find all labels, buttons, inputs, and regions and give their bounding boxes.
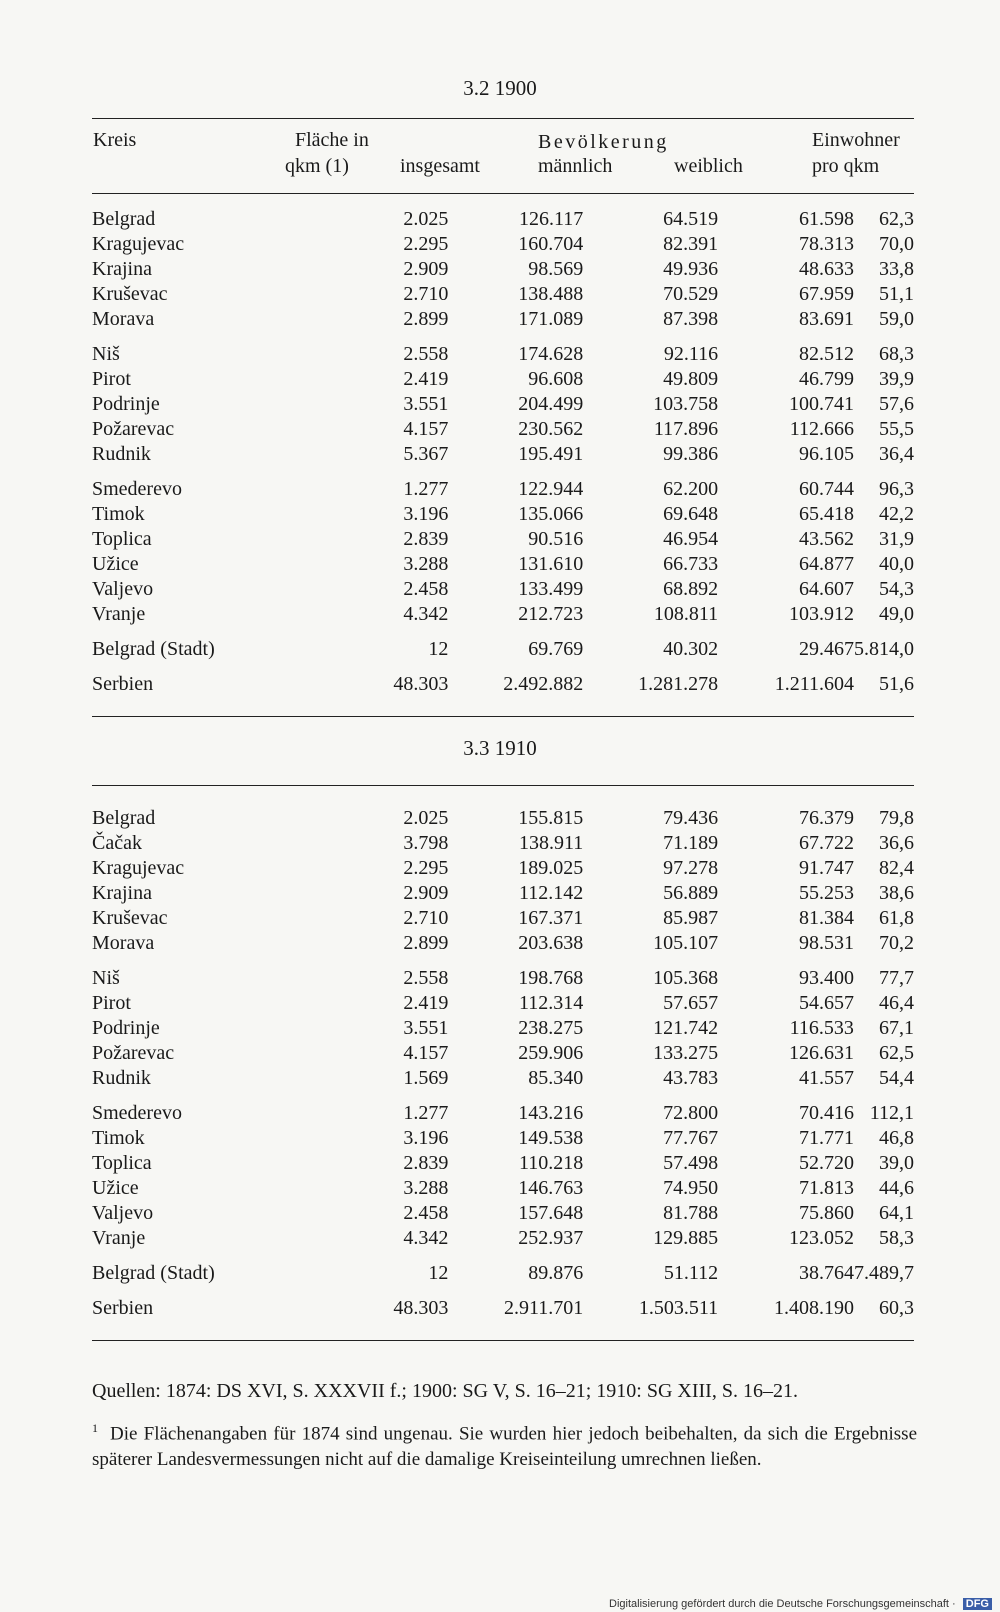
cell-einwohner-pro-qkm: 62,5 (879, 1042, 914, 1064)
cell-insgesamt: 122.944 (518, 478, 584, 500)
cell-insgesamt: 2.492.882 (503, 673, 584, 695)
table-row (92, 1041, 914, 1066)
cell-weiblich: 64.877 (798, 553, 854, 575)
cell-kreis: Morava (92, 308, 155, 330)
cell-flaeche: 1.569 (403, 1067, 449, 1089)
cell-flaeche: 2.899 (403, 932, 449, 954)
table-row (92, 931, 914, 956)
cell-kreis: Timok (92, 1127, 145, 1149)
cell-kreis: Belgrad (Stadt) (92, 1262, 215, 1284)
cell-maennlich: 99.386 (663, 443, 719, 465)
cell-maennlich: 57.498 (663, 1152, 719, 1174)
cell-maennlich: 69.648 (663, 503, 719, 525)
cell-einwohner-pro-qkm: 39,0 (879, 1152, 914, 1174)
cell-kreis: Užice (92, 1177, 139, 1199)
cell-einwohner-pro-qkm: 7.489,7 (854, 1262, 914, 1284)
cell-insgesamt: 149.538 (518, 1127, 584, 1149)
cell-weiblich: 78.313 (798, 233, 854, 255)
cell-flaeche: 48.303 (393, 673, 449, 695)
cell-insgesamt: 126.117 (518, 208, 584, 230)
table-row (92, 1251, 914, 1286)
table-row (92, 856, 914, 881)
cell-einwohner-pro-qkm: 5.814,0 (854, 638, 914, 660)
cell-weiblich: 96.105 (798, 443, 854, 465)
table-row (92, 956, 914, 991)
cell-weiblich: 103.912 (788, 603, 854, 625)
cell-einwohner-pro-qkm: 46,8 (879, 1127, 914, 1149)
cell-weiblich: 1.408.190 (773, 1297, 854, 1319)
cell-kreis: Vranje (92, 1227, 146, 1249)
table-row (92, 232, 914, 257)
cell-flaeche: 2.025 (403, 807, 449, 829)
header-insgesamt: insgesamt (400, 155, 480, 177)
cell-weiblich: 93.400 (798, 967, 854, 989)
data-table-1910 (92, 806, 914, 1321)
cell-maennlich: 108.811 (653, 603, 719, 625)
table-row (92, 1016, 914, 1041)
cell-insgesamt: 198.768 (518, 967, 584, 989)
header-flaeche-unit: qkm (1) (285, 155, 349, 177)
cell-maennlich: 117.896 (653, 418, 719, 440)
cell-kreis: Pirot (92, 992, 131, 1014)
cell-kreis: Smederevo (92, 1102, 182, 1124)
cell-flaeche: 2.710 (403, 907, 449, 929)
cell-insgesamt: 146.763 (518, 1177, 584, 1199)
cell-maennlich: 57.657 (663, 992, 719, 1014)
table-row (92, 1176, 914, 1201)
cell-maennlich: 82.391 (663, 233, 719, 255)
cell-maennlich: 56.889 (663, 882, 719, 904)
cell-weiblich: 123.052 (788, 1227, 854, 1249)
cell-einwohner-pro-qkm: 36,6 (879, 832, 914, 854)
cell-insgesamt: 259.906 (518, 1042, 584, 1064)
cell-einwohner-pro-qkm: 68,3 (879, 343, 914, 365)
cell-weiblich: 98.531 (798, 932, 854, 954)
cell-kreis: Valjevo (92, 578, 154, 600)
cell-flaeche: 2.909 (403, 882, 449, 904)
cell-insgesamt: 252.937 (518, 1227, 584, 1249)
cell-maennlich: 105.107 (653, 932, 719, 954)
table-row (92, 602, 914, 627)
header-bevoelkerung: Bevölkerung (538, 131, 669, 153)
cell-maennlich: 49.809 (663, 368, 719, 390)
cell-einwohner-pro-qkm: 36,4 (879, 443, 914, 465)
cell-kreis: Morava (92, 932, 155, 954)
cell-maennlich: 46.954 (663, 528, 719, 550)
table-row (92, 1226, 914, 1251)
cell-flaeche: 3.196 (403, 1127, 449, 1149)
table-row (92, 367, 914, 392)
cell-einwohner-pro-qkm: 67,1 (879, 1017, 914, 1039)
sources-note: Quellen: 1874: DS XVI, S. XXXVII f.; 1900: SG V, S. 16–21; 1910: SG XIII, S. 16–21. (92, 1380, 798, 1402)
cell-insgesamt: 138.911 (518, 832, 584, 854)
table-row (92, 392, 914, 417)
cell-einwohner-pro-qkm: 42,2 (879, 503, 914, 525)
cell-einwohner-pro-qkm: 55,5 (879, 418, 914, 440)
cell-insgesamt: 230.562 (518, 418, 584, 440)
cell-maennlich: 66.733 (663, 553, 719, 575)
cell-kreis: Kragujevac (92, 233, 185, 255)
bottom-rule-1900 (92, 716, 914, 717)
table-body-1900 (92, 207, 914, 697)
cell-kreis: Belgrad (92, 807, 156, 829)
cell-weiblich: 29.467 (798, 638, 854, 660)
cell-weiblich: 76.379 (798, 807, 854, 829)
cell-kreis: Podrinje (92, 393, 160, 415)
cell-flaeche: 2.419 (403, 368, 449, 390)
table-row (92, 881, 914, 906)
cell-insgesamt: 204.499 (518, 393, 584, 415)
cell-flaeche: 2.839 (403, 1152, 449, 1174)
cell-weiblich: 100.741 (788, 393, 854, 415)
cell-flaeche: 48.303 (393, 1297, 449, 1319)
cell-einwohner-pro-qkm: 70,0 (879, 233, 914, 255)
cell-weiblich: 75.860 (798, 1202, 854, 1224)
cell-kreis: Rudnik (92, 443, 151, 465)
data-table-1900 (92, 207, 914, 697)
cell-weiblich: 54.657 (798, 992, 854, 1014)
cell-einwohner-pro-qkm: 112,1 (869, 1102, 914, 1124)
cell-maennlich: 71.189 (663, 832, 719, 854)
cell-flaeche: 2.899 (403, 308, 449, 330)
cell-flaeche: 3.551 (403, 1017, 449, 1039)
cell-flaeche: 4.342 (403, 603, 449, 625)
cell-kreis: Rudnik (92, 1067, 151, 1089)
cell-einwohner-pro-qkm: 38,6 (879, 882, 914, 904)
cell-maennlich: 51.112 (663, 1262, 719, 1284)
cell-flaeche: 2.025 (403, 208, 449, 230)
cell-insgesamt: 238.275 (518, 1017, 584, 1039)
section-title-1910: 3.3 1910 (463, 736, 537, 760)
cell-maennlich: 62.200 (663, 478, 719, 500)
cell-maennlich: 81.788 (663, 1202, 719, 1224)
cell-weiblich: 67.959 (798, 283, 854, 305)
cell-insgesamt: 203.638 (518, 932, 584, 954)
cell-insgesamt: 167.371 (518, 907, 584, 929)
digitization-credit: Digitalisierung gefördert durch die Deutsche Forschungsgemeinschaft · DFG (609, 1598, 992, 1610)
cell-insgesamt: 195.491 (518, 443, 584, 465)
bottom-rule-1910 (92, 1340, 914, 1341)
cell-flaeche: 2.458 (403, 578, 449, 600)
table-row (92, 307, 914, 332)
cell-maennlich: 72.800 (663, 1102, 719, 1124)
cell-kreis: Smederevo (92, 478, 182, 500)
table-row (92, 577, 914, 602)
cell-insgesamt: 131.610 (518, 553, 584, 575)
cell-flaeche: 4.157 (403, 1042, 449, 1064)
cell-flaeche: 3.288 (403, 553, 449, 575)
cell-kreis: Belgrad (Stadt) (92, 638, 215, 660)
table-row (92, 1066, 914, 1091)
table-row (92, 467, 914, 502)
cell-einwohner-pro-qkm: 39,9 (879, 368, 914, 390)
cell-kreis: Serbien (92, 1297, 154, 1319)
cell-flaeche: 2.295 (403, 857, 449, 879)
cell-maennlich: 133.275 (653, 1042, 719, 1064)
cell-weiblich: 83.691 (798, 308, 854, 330)
cell-flaeche: 4.157 (403, 418, 449, 440)
footnote-marker: 1 (92, 1421, 98, 1435)
cell-kreis: Serbien (92, 673, 154, 695)
cell-weiblich: 41.557 (798, 1067, 854, 1089)
cell-weiblich: 67.722 (798, 832, 854, 854)
cell-insgesamt: 96.608 (528, 368, 584, 390)
cell-maennlich: 74.950 (663, 1177, 719, 1199)
cell-maennlich: 79.436 (663, 807, 719, 829)
table-row (92, 991, 914, 1016)
cell-flaeche: 12 (428, 1262, 449, 1284)
dfg-logo: DFG (963, 1598, 992, 1610)
cell-flaeche: 12 (428, 638, 449, 660)
table-row (92, 1201, 914, 1226)
table-row (92, 527, 914, 552)
table-row (92, 552, 914, 577)
footnote (92, 1415, 917, 1473)
cell-einwohner-pro-qkm: 82,4 (879, 857, 914, 879)
table-row (92, 442, 914, 467)
header-rule-1900 (92, 193, 914, 194)
cell-einwohner-pro-qkm: 31,9 (879, 528, 914, 550)
header-einwohner: Einwohner (812, 129, 900, 151)
cell-kreis: Podrinje (92, 1017, 160, 1039)
table-row (92, 332, 914, 367)
cell-flaeche: 3.798 (403, 832, 449, 854)
cell-einwohner-pro-qkm: 64,1 (879, 1202, 914, 1224)
cell-maennlich: 129.885 (653, 1227, 719, 1249)
cell-kreis: Toplica (92, 528, 152, 550)
cell-flaeche: 2.558 (403, 343, 449, 365)
header-flaeche: Fläche in (295, 129, 369, 151)
cell-weiblich: 1.211.604 (774, 673, 854, 695)
cell-insgesamt: 212.723 (518, 603, 584, 625)
top-rule-1900 (92, 118, 914, 119)
cell-flaeche: 2.909 (403, 258, 449, 280)
cell-weiblich: 61.598 (798, 208, 854, 230)
cell-kreis: Čačak (92, 832, 142, 854)
table-row (92, 662, 914, 697)
cell-maennlich: 92.116 (663, 343, 719, 365)
cell-maennlich: 97.278 (663, 857, 719, 879)
cell-insgesamt: 174.628 (518, 343, 584, 365)
cell-maennlich: 64.519 (663, 208, 719, 230)
cell-insgesamt: 138.488 (518, 283, 584, 305)
cell-kreis: Kragujevac (92, 857, 185, 879)
cell-einwohner-pro-qkm: 60,3 (879, 1297, 914, 1319)
cell-maennlich: 103.758 (653, 393, 719, 415)
cell-flaeche: 2.295 (403, 233, 449, 255)
cell-flaeche: 5.367 (403, 443, 449, 465)
cell-einwohner-pro-qkm: 77,7 (879, 967, 914, 989)
cell-weiblich: 65.418 (798, 503, 854, 525)
cell-flaeche: 3.196 (403, 503, 449, 525)
cell-insgesamt: 85.340 (528, 1067, 584, 1089)
cell-kreis: Krajina (92, 258, 152, 280)
table-row (92, 906, 914, 931)
cell-kreis: Požarevac (92, 418, 175, 440)
cell-kreis: Niš (92, 967, 120, 989)
cell-einwohner-pro-qkm: 61,8 (879, 907, 914, 929)
cell-flaeche: 1.277 (403, 478, 449, 500)
cell-flaeche: 2.710 (403, 283, 449, 305)
top-rule-1910 (92, 785, 914, 786)
table-row (92, 1151, 914, 1176)
table-body-1910 (92, 806, 914, 1321)
cell-insgesamt: 133.499 (518, 578, 584, 600)
cell-maennlich: 1.281.278 (638, 673, 719, 695)
cell-weiblich: 82.512 (798, 343, 854, 365)
cell-maennlich: 77.767 (663, 1127, 719, 1149)
table-row (92, 207, 914, 232)
cell-einwohner-pro-qkm: 58,3 (879, 1227, 914, 1249)
cell-maennlich: 43.783 (663, 1067, 719, 1089)
cell-insgesamt: 171.089 (518, 308, 584, 330)
cell-einwohner-pro-qkm: 54,3 (879, 578, 914, 600)
cell-einwohner-pro-qkm: 46,4 (879, 992, 914, 1014)
cell-einwohner-pro-qkm: 40,0 (879, 553, 914, 575)
cell-insgesamt: 89.876 (528, 1262, 584, 1284)
cell-insgesamt: 90.516 (528, 528, 584, 550)
cell-weiblich: 46.799 (798, 368, 854, 390)
cell-kreis: Kruševac (92, 283, 168, 305)
cell-einwohner-pro-qkm: 51,6 (879, 673, 914, 695)
cell-insgesamt: 112.314 (518, 992, 584, 1014)
table-row (92, 502, 914, 527)
cell-einwohner-pro-qkm: 62,3 (879, 208, 914, 230)
cell-maennlich: 1.503.511 (638, 1297, 719, 1319)
cell-weiblich: 91.747 (798, 857, 854, 879)
cell-weiblich: 126.631 (788, 1042, 854, 1064)
cell-kreis: Belgrad (92, 208, 156, 230)
header-weiblich: weiblich (674, 155, 743, 177)
cell-weiblich: 52.720 (798, 1152, 854, 1174)
cell-kreis: Kruševac (92, 907, 168, 929)
cell-insgesamt: 143.216 (518, 1102, 584, 1124)
cell-weiblich: 71.771 (798, 1127, 854, 1149)
cell-einwohner-pro-qkm: 49,0 (879, 603, 914, 625)
cell-weiblich: 71.813 (798, 1177, 854, 1199)
header-kreis: Kreis (93, 129, 137, 151)
cell-kreis: Valjevo (92, 1202, 154, 1224)
cell-einwohner-pro-qkm: 70,2 (879, 932, 914, 954)
table-row (92, 806, 914, 831)
table-row (92, 831, 914, 856)
table-row (92, 257, 914, 282)
cell-weiblich: 48.633 (798, 258, 854, 280)
cell-einwohner-pro-qkm: 51,1 (879, 283, 914, 305)
cell-insgesamt: 189.025 (518, 857, 584, 879)
cell-einwohner-pro-qkm: 54,4 (879, 1067, 914, 1089)
cell-insgesamt: 110.218 (518, 1152, 584, 1174)
cell-weiblich: 60.744 (798, 478, 854, 500)
table-row (92, 1091, 914, 1126)
cell-flaeche: 2.558 (403, 967, 449, 989)
cell-kreis: Toplica (92, 1152, 152, 1174)
cell-flaeche: 3.288 (403, 1177, 449, 1199)
table-row (92, 282, 914, 307)
cell-maennlich: 85.987 (663, 907, 719, 929)
table-row (92, 1126, 914, 1151)
cell-einwohner-pro-qkm: 79,8 (879, 807, 914, 829)
cell-kreis: Požarevac (92, 1042, 175, 1064)
section-title-1900: 3.2 1900 (463, 76, 537, 100)
header-maennlich: männlich (538, 155, 613, 177)
cell-maennlich: 40.302 (663, 638, 719, 660)
cell-flaeche: 4.342 (403, 1227, 449, 1249)
table-row (92, 417, 914, 442)
table-row (92, 627, 914, 662)
cell-insgesamt: 69.769 (528, 638, 584, 660)
cell-insgesamt: 2.911.701 (503, 1297, 584, 1319)
cell-weiblich: 38.764 (798, 1262, 854, 1284)
table-row (92, 1286, 914, 1321)
cell-weiblich: 81.384 (798, 907, 854, 929)
cell-insgesamt: 135.066 (518, 503, 584, 525)
cell-insgesamt: 160.704 (518, 233, 584, 255)
cell-kreis: Užice (92, 553, 139, 575)
cell-einwohner-pro-qkm: 33,8 (879, 258, 914, 280)
cell-einwohner-pro-qkm: 96,3 (879, 478, 914, 500)
cell-weiblich: 70.416 (798, 1102, 854, 1124)
cell-flaeche: 2.839 (403, 528, 449, 550)
cell-flaeche: 1.277 (403, 1102, 449, 1124)
cell-weiblich: 55.253 (798, 882, 854, 904)
cell-insgesamt: 112.142 (518, 882, 584, 904)
cell-insgesamt: 157.648 (518, 1202, 584, 1224)
cell-einwohner-pro-qkm: 57,6 (879, 393, 914, 415)
cell-kreis: Vranje (92, 603, 146, 625)
cell-weiblich: 116.533 (789, 1017, 854, 1039)
cell-flaeche: 3.551 (403, 393, 449, 415)
header-pro-qkm: pro qkm (812, 155, 880, 177)
cell-maennlich: 87.398 (663, 308, 719, 330)
cell-maennlich: 121.742 (653, 1017, 719, 1039)
cell-kreis: Krajina (92, 882, 152, 904)
cell-einwohner-pro-qkm: 59,0 (879, 308, 914, 330)
cell-insgesamt: 155.815 (518, 807, 584, 829)
cell-kreis: Timok (92, 503, 145, 525)
cell-einwohner-pro-qkm: 44,6 (879, 1177, 914, 1199)
cell-flaeche: 2.458 (403, 1202, 449, 1224)
footnote-text: Die Flächenangaben für 1874 sind ungenau. Sie wurden hier jedoch beibehalten, da sich die Ergebnisse späterer Landesvermessungen nicht auf die damalige Kreiseinteilung umrechnen ließen. (92, 1423, 917, 1471)
cell-flaeche: 2.419 (403, 992, 449, 1014)
cell-maennlich: 70.529 (663, 283, 719, 305)
cell-weiblich: 64.607 (798, 578, 854, 600)
cell-weiblich: 43.562 (798, 528, 854, 550)
cell-kreis: Pirot (92, 368, 131, 390)
cell-weiblich: 112.666 (789, 418, 854, 440)
cell-maennlich: 105.368 (653, 967, 719, 989)
cell-maennlich: 68.892 (663, 578, 719, 600)
cell-maennlich: 49.936 (663, 258, 719, 280)
credit-text: Digitalisierung gefördert durch die Deutsche Forschungsgemeinschaft (609, 1598, 949, 1610)
cell-kreis: Niš (92, 343, 120, 365)
cell-insgesamt: 98.569 (528, 258, 584, 280)
